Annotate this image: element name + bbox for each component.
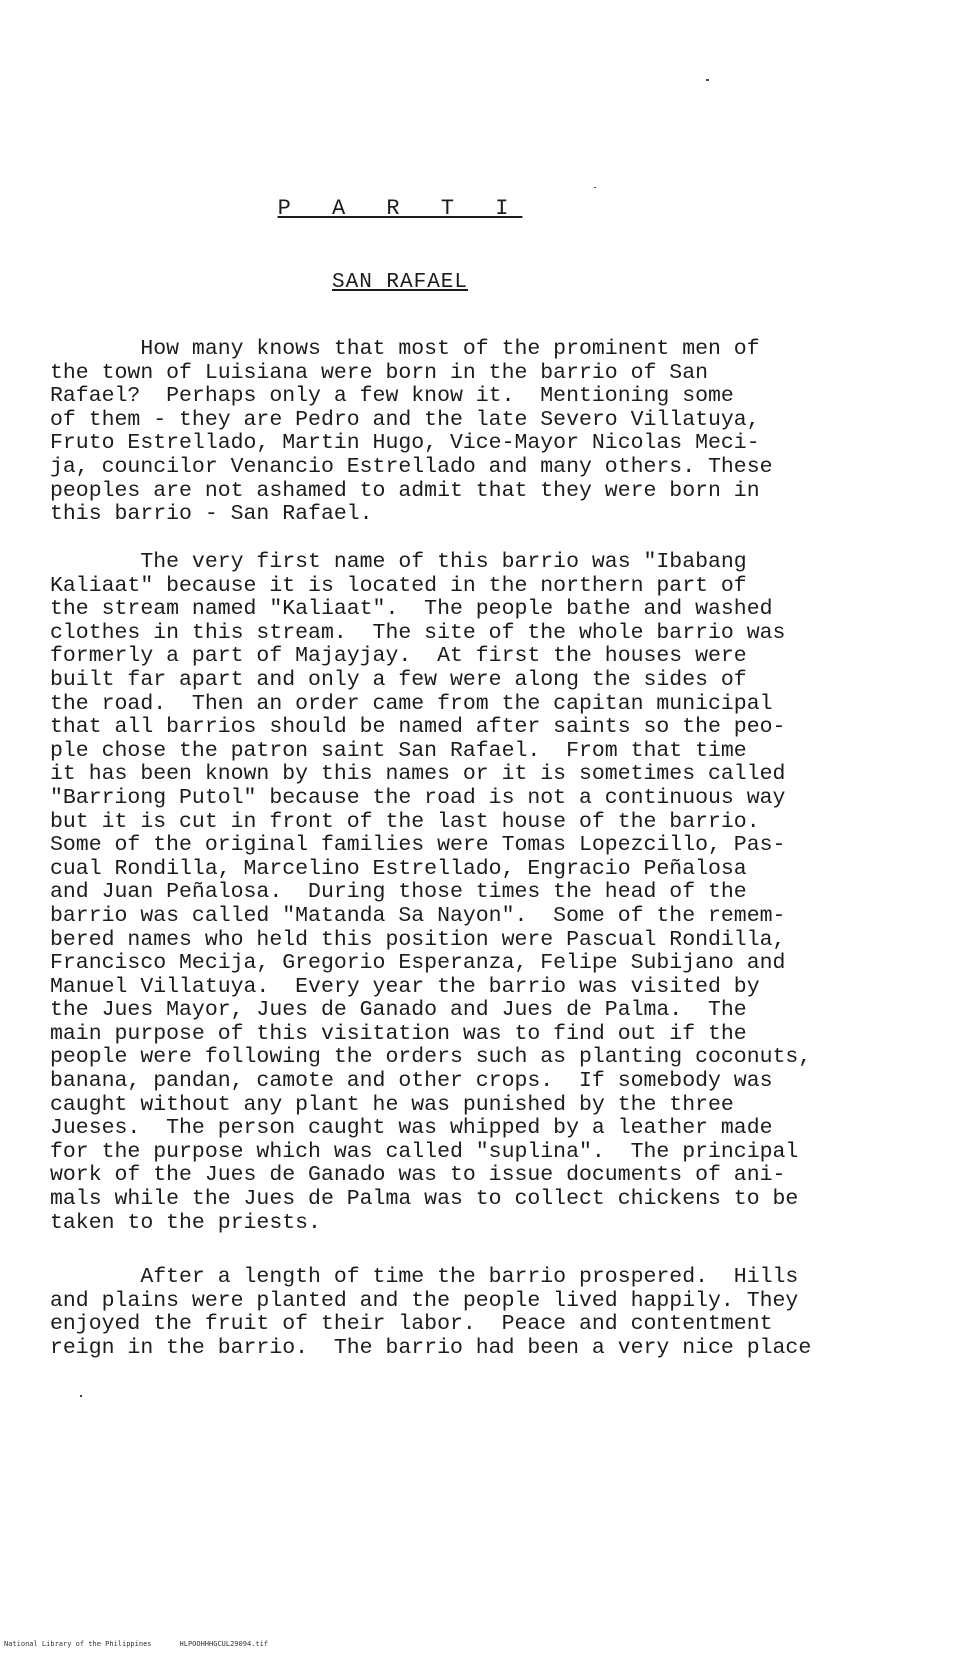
paragraph-2: The very first name of this barrio was "Ibabang Kaliaat" because it is located in the northern part of the stream named "Kaliaat". The people bathe and washed clothes in this stream. The site of the whole barrio was formerly a part of Majayjay. At first the houses were built far apart and only a few were along the sides of the road. Then an order came from the capitan municipal that all barrios should be named after saints so the peo- ple chose the patron saint San Rafael. From that time it has been known by this names or it is sometimes called "Barriong Putol" because the road is not a continuous way but it is cut in front of the last house of the barrio. Some of the original families were Tomas Lopezcillo, Pas- cual Rondilla, Marcelino Estrellado, Engracio Peñalosa and Juan Peñalosa. During those times the head of the barrio was called "Matanda Sa Nayon". Some of the remem- bered names who held this position were Pascual Rondilla, Francisco Mecija, Gregorio Esperanza, Felipe Subijano and Manuel Villatuya. Every year the barrio was visited by the Jues Mayor, Jues de Ganado and Jues de Palma. The main purpose of this visitation was to find out if the people were following the orders such as planting coconuts, banana, pandan, camote and other crops. If somebody was caught without any plant he was punished by the three Jueses. The person caught was whipped by a leather made for the purpose which was called "suplina". The principal work of the Jues de Ganado was to issue documents of ani- mals while the Jues de Palma was to collect chickens to be taken to the priests. <box>50 550 812 1235</box>
scan-speck <box>706 79 709 81</box>
paragraph-1: How many knows that most of the prominent men of the town of Luisiana were born in the barrio of San Rafael? Perhaps only a few know it. Mentioning some of them - they are Pedro and the late Severo Villatuya, Fruto Estrellado, Martin Hugo, Vice-Mayor Nicolas Meci- ja, councilor Venancio Estrellado and many others. These peoples are not ashamed to admit that they were born in this barrio - San Rafael. <box>50 337 773 527</box>
scan-speck <box>594 187 596 188</box>
section-heading: SAN RAFAEL <box>331 271 469 294</box>
footer-file-id: HLPOOHHHGCUL29094.tif <box>179 1640 269 1648</box>
scan-footer <box>4 1640 296 1648</box>
scan-speck <box>80 1395 82 1397</box>
footer-library: National Library of the Philippines <box>4 1640 152 1648</box>
part-heading: P A R T I <box>277 196 523 221</box>
paragraph-3: After a length of time the barrio prospered. Hills and plains were planted and the people lived happily. They enjoyed the fruit of their labor. Peace and contentment reign in the barrio. The barrio had been a very nice place <box>50 1265 812 1360</box>
